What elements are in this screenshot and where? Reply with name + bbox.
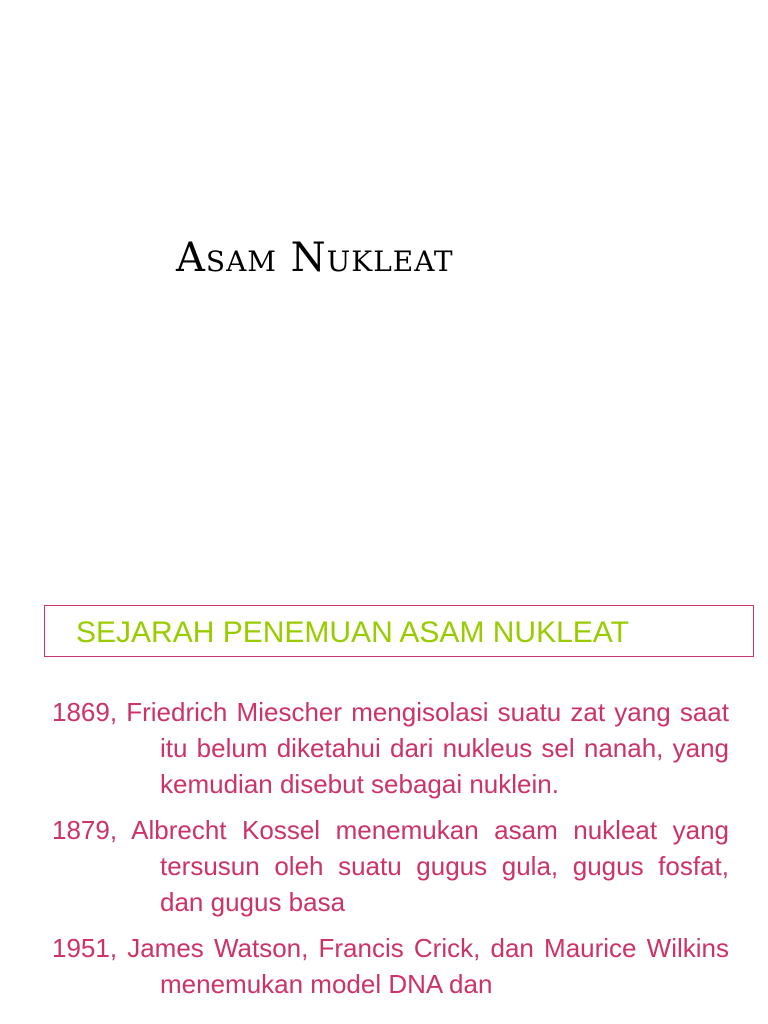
history-item-1879: 1879, Albrecht Kossel menemukan asam nukleat yang tersusun oleh suatu gugus gula, gugus fosfat, dan gugus basa: [52, 815, 729, 917]
section-heading: SEJARAH PENEMUAN ASAM NUKLEAT: [76, 616, 629, 649]
section-heading-box: [44, 605, 754, 657]
slide-title: Asam Nukleat: [176, 235, 454, 281]
history-list: [52, 694, 729, 1012]
history-item-1951: 1951, James Watson, Francis Crick, dan Maurice Wilkins menemukan model DNA dan: [52, 933, 729, 999]
history-item-1869: 1869, Friedrich Miescher mengisolasi suatu zat yang saat itu belum diketahui dari nukleus sel nanah, yang kemudian disebut sebagai nuklein.: [52, 697, 729, 799]
